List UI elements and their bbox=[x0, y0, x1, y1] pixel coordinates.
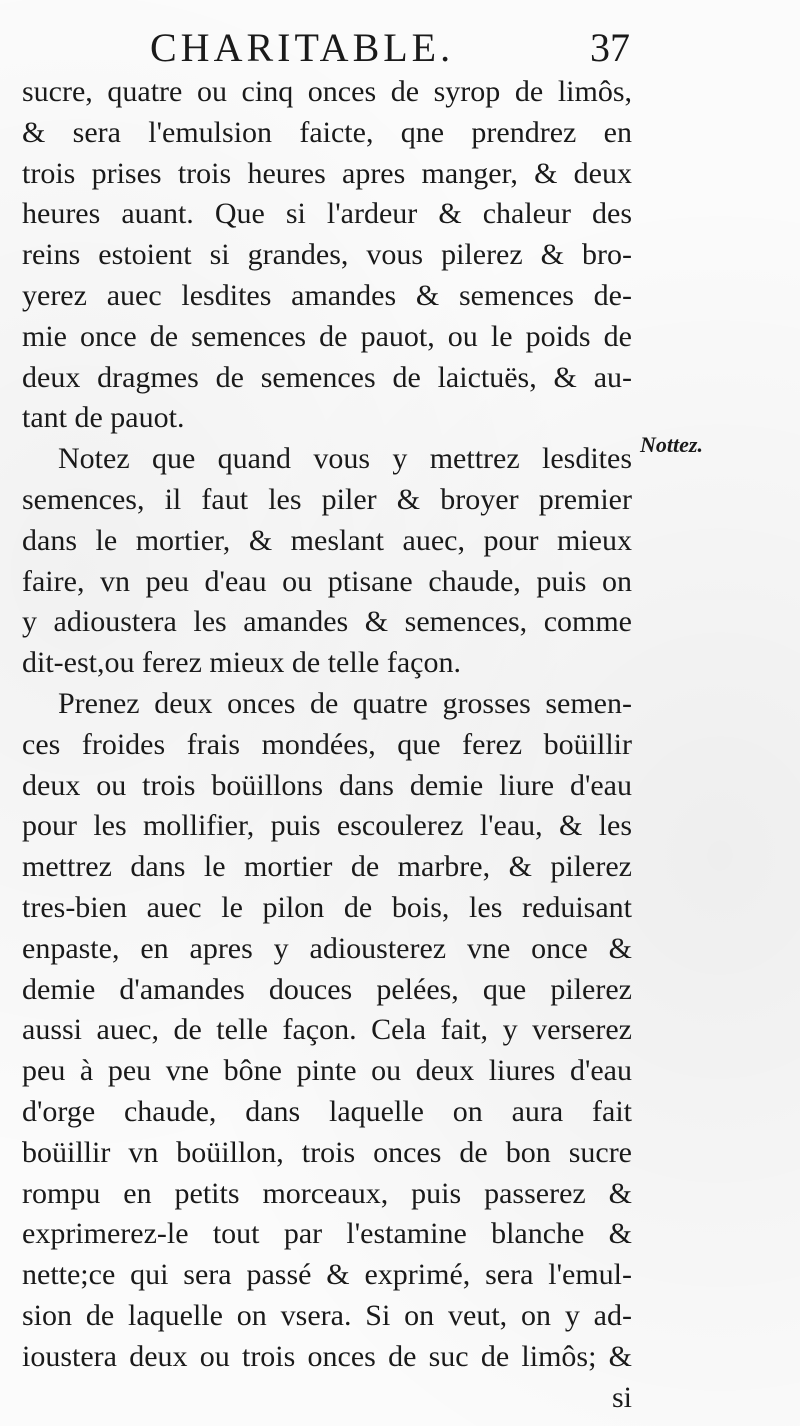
text-line: faire, vn peu d'eau ou ptisane chaude, puis on bbox=[22, 564, 632, 598]
text-line: deux ou trois boüillons dans demie liure d'eau bbox=[22, 768, 632, 802]
page-header bbox=[150, 18, 630, 78]
text-line: exprimerez-le tout par l'estamine blanche & bbox=[22, 1217, 632, 1251]
body-text bbox=[22, 72, 632, 1418]
text-line: deux dragmes de semences de laictuës, & au- bbox=[22, 360, 632, 394]
text-line: aussi auec, de telle façon. Cela fait, y verserez bbox=[22, 1013, 632, 1047]
text-line: enpaste, en apres y adiousterez vne once & bbox=[22, 931, 632, 965]
text-line: Notez que quand vous y mettrez lesdites bbox=[58, 442, 632, 476]
page-number: 37 bbox=[590, 25, 630, 70]
text-line: tant de pauot. bbox=[22, 401, 185, 435]
text-line: dit-est,ou ferez mieux de telle façon. bbox=[22, 646, 461, 680]
text-line: semences, il faut les piler & broyer premier bbox=[22, 482, 632, 516]
text-line: pour les mollifier, puis escoulerez l'eau, & les bbox=[22, 809, 632, 843]
text-line: sion de laquelle on vsera. Si on veut, on y ad- bbox=[22, 1298, 632, 1332]
text-line: ces froides frais mondées, que ferez boüillir bbox=[22, 727, 632, 761]
text-line: mie once de semences de pauot, ou le poids de bbox=[22, 319, 632, 353]
margin-note: Nottez. bbox=[640, 432, 703, 457]
text-line: yerez auec lesdites amandes & semences de- bbox=[22, 278, 632, 312]
text-line: demie d'amandes douces pelées, que pilerez bbox=[22, 972, 632, 1006]
text-line: heures auant. Que si l'ardeur & chaleur des bbox=[22, 197, 632, 231]
text-line: trois prises trois heures apres manger, & deux bbox=[22, 156, 632, 190]
text-line: boüillir vn boüillon, trois onces de bon sucre bbox=[22, 1135, 632, 1169]
text-line: ioustera deux ou trois onces de suc de limôs; & bbox=[22, 1339, 632, 1373]
text-line: tres-bien auec le pilon de bois, les reduisant bbox=[22, 890, 632, 924]
text-line: Prenez deux onces de quatre grosses semen- bbox=[58, 686, 632, 720]
text-line: dans le mortier, & meslant auec, pour mieux bbox=[22, 523, 632, 557]
text-line: sucre, quatre ou cinq onces de syrop de limôs, bbox=[22, 75, 632, 108]
catchword: si bbox=[611, 1380, 632, 1414]
text-line: reins estoient si grandes, vous pilerez & bro- bbox=[22, 238, 632, 272]
text-line: nette;ce qui sera passé & exprimé, sera l'emul- bbox=[22, 1258, 632, 1292]
text-line: mettrez dans le mortier de marbre, & pilerez bbox=[22, 850, 632, 884]
text-line: y adioustera les amandes & semences, comme bbox=[22, 605, 632, 639]
text-line: & sera l'emulsion faicte, qne prendrez en bbox=[22, 115, 632, 149]
text-line: rompu en petits morceaux, puis passerez & bbox=[22, 1176, 632, 1210]
running-title: CHARITABLE. bbox=[150, 25, 455, 70]
text-line: peu à peu vne bône pinte ou deux liures d'eau bbox=[22, 1054, 632, 1088]
text-line: d'orge chaude, dans laquelle on aura fait bbox=[22, 1094, 632, 1128]
